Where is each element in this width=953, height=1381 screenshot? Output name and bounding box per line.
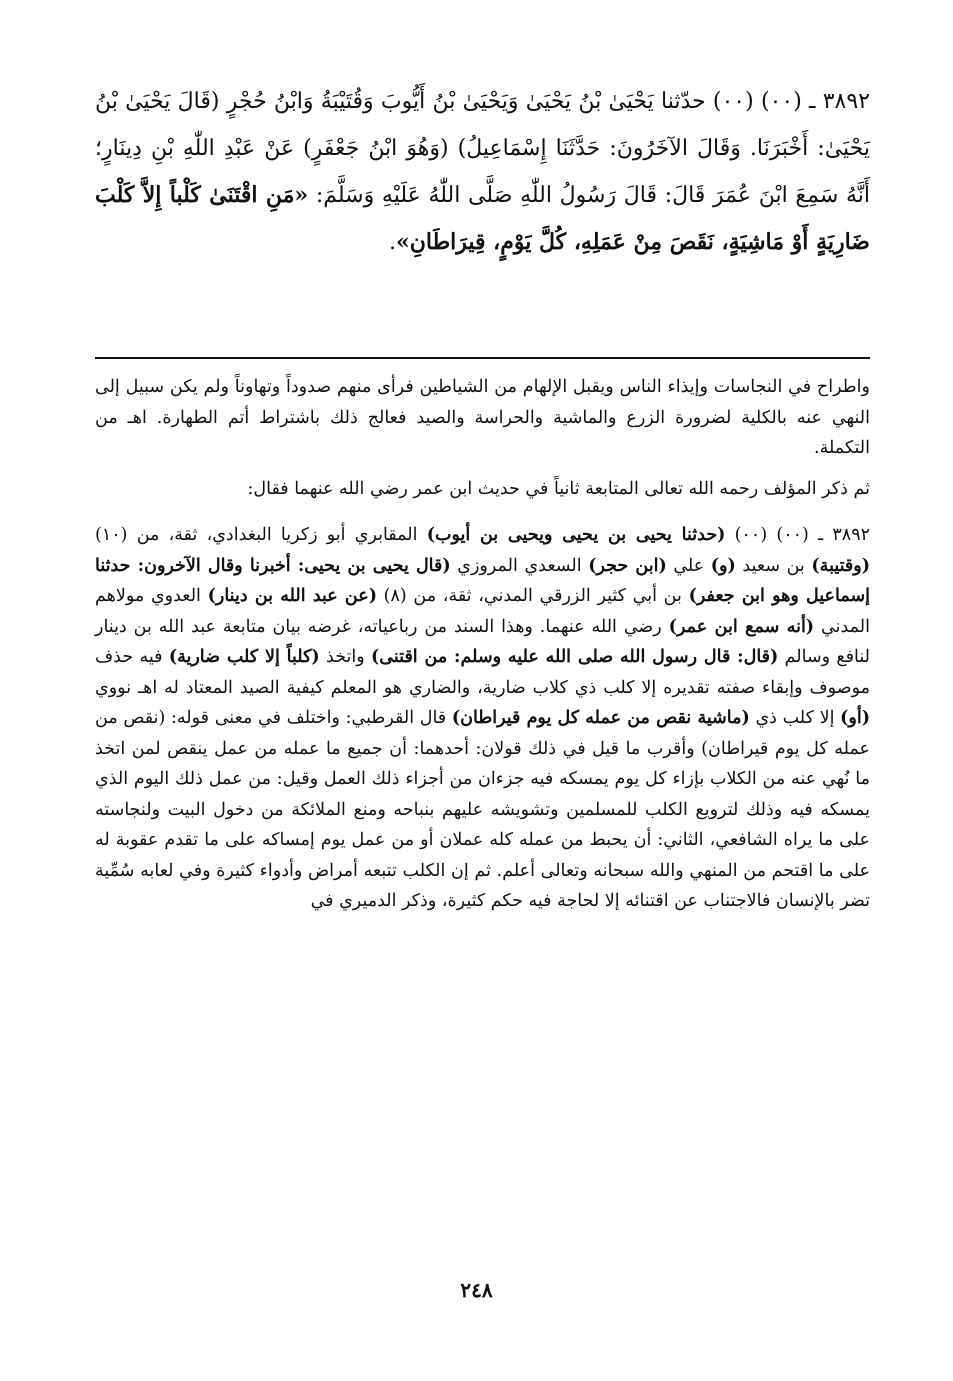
footnote-divider [95, 357, 870, 359]
bold-text-segment: (و) [710, 555, 736, 576]
text-segment: ٣٨٩٢ ـ (٠٠) (٠٠) [725, 525, 871, 545]
bold-text-segment: (عن عبد الله بن دينار) [207, 586, 377, 606]
text-segment: المقابري أبو زكريا البغدادي، ثقة، من (١٠) [95, 525, 427, 545]
bold-text-segment: (حدثنا يحيى بن يحيى ويحيى بن أيوب) [426, 525, 726, 545]
text-segment: إلا كلب ذي [749, 708, 841, 728]
text-segment: بن سعيد [735, 555, 812, 576]
bold-text-segment: (أنه سمع ابن عمر) [668, 616, 815, 637]
text-segment: العدوي مولاهم المدني [95, 586, 870, 637]
text-segment: رضي الله عنهما. وهذا السند من رباعياته، غرضه بيان متابعة عبد الله بن دينار لنافع وسالم [95, 616, 870, 667]
text-segment: ٣٨٩٢ ـ (٠٠) (٠٠) حدّثنا يَحْيَىٰ بْنُ يَحْيَىٰ وَيَحْيَىٰ بْنُ أَيُّوبَ وَقُتَيْبَةُ وَابْنُ حُجْرٍ (قَالَ يَحْيَىٰ بْنُ يَحْيَىٰ: أَخْبَرَنَا. وَقَالَ الآخَرُونَ: حَدَّثَنَا إِسْمَاعِيلُ) (وَهُوَ ابْنُ جَعْفَرٍ) عَنْ عَبْدِ اللّٰهِ بْنِ دِينَارٍ؛ أَنَّهُ سَمِعَ ابْنَ عُمَرَ قَالَ: قَالَ رَسُولُ اللّٰهِ صَلَّى اللّٰهُ عَلَيْهِ وَسَلَّمَ: [95, 89, 870, 208]
text-segment: قال القرطبي: واختلف في معنى قوله: (نقص من عمله كل يوم قيراطان) وأقرب ما قيل في ذلك قولان: أحدهما: أن جميع ما عمله من عمل ينقص لمن اتخذ ما نُهي عنه من الكلاب بإزاء كل يوم يمسكه فيه جزءان من أجزاء ذلك العمل وقيل: من عمل ذلك اليوم الذي يمسكه فيه وذلك لترويع الكلب للمسلمين وتشويشه عليهم بنباحه ومنع الملائكة من دخول البيت ولنجاسته على ما يراه الشافعي، الثاني: أن يحبط من عمله كله عملان أو من عمل يوم إمساكه على ما تقدم عقوبة له على ما اقتحم من المنهي والله سبحانه وتعالى أعلم. ثم إن الكلب تتبعه أمراض وأدواء كثيرة وفي لعابه سُمِّية تضر بالإنسان فالاجتناب عن اقتنائه إلا لحاجة فيه حكم كثيرة، وذكر الدميري في [95, 708, 870, 911]
text-segment: واطراح في النجاسات وإيذاء الناس ويقبل الإلهام من الشياطين فرأى منهم صدوداً وتهاوناً ولم يكن سبيل إلى النهي عنه بالكلية لضرورة الزرع والماشية والحراسة والصيد فعالج ذلك باشتراط أتم الطهارة. اهـ من التكملة. [95, 377, 870, 458]
bold-text-segment: (قال يحيى بن يحيى: أخبرنا وقال الآخرون: حدثنا إسماعيل وهو ابن جعفر) [95, 555, 870, 606]
bold-text-segment: (ابن حجر) [588, 555, 667, 576]
commentary-text [95, 372, 870, 917]
commentary-paragraph [95, 372, 870, 464]
hadith-text [95, 78, 870, 266]
text-segment: واتخذ [319, 647, 372, 667]
bold-text-segment: (كلباً إلا كلب ضارية) [168, 647, 320, 667]
page-number: ٢٤٨ [460, 1278, 493, 1302]
commentary-paragraph [95, 520, 870, 917]
text-segment: ثم ذكر المؤلف رحمه الله تعالى المتابعة ثانياً في حديث ابن عمر رضي الله عنهما فقال: [247, 478, 870, 499]
text-segment: . [388, 230, 396, 255]
text-segment: بن أبي كثير الزرقي المدني، ثقة، من (٨) [376, 586, 689, 606]
bold-text-segment: (وقتيبة) [811, 555, 871, 576]
bold-text-segment: (ماشية نقص من عمله كل يوم قيراطان) [451, 708, 750, 728]
commentary-paragraph [95, 474, 870, 505]
bold-text-segment: (قال: قال رسول الله صلى الله عليه وسلم: من اقتنى) [371, 647, 779, 667]
bold-text-segment: «مَنِ اقْتَنَىٰ كَلْباً إِلاَّ كَلْبَ ضَارِيَةٍ أَوْ مَاشِيَةٍ، نَقَصَ مِنْ عَمَلِهِ، كُلَّ يَوْمٍ، قِيرَاطَانِ» [95, 182, 870, 255]
text-segment: فيه حذف موصوف وإبقاء صفته تقديره إلا كلب ذي كلاب ضارية، والضاري هو المعلم كيفية الصيد المعتاد له اهـ نووي [95, 647, 870, 698]
bold-text-segment: (أو) [840, 708, 870, 728]
text-segment: السعدي المروزي [450, 555, 589, 576]
text-segment: علي [666, 555, 711, 576]
